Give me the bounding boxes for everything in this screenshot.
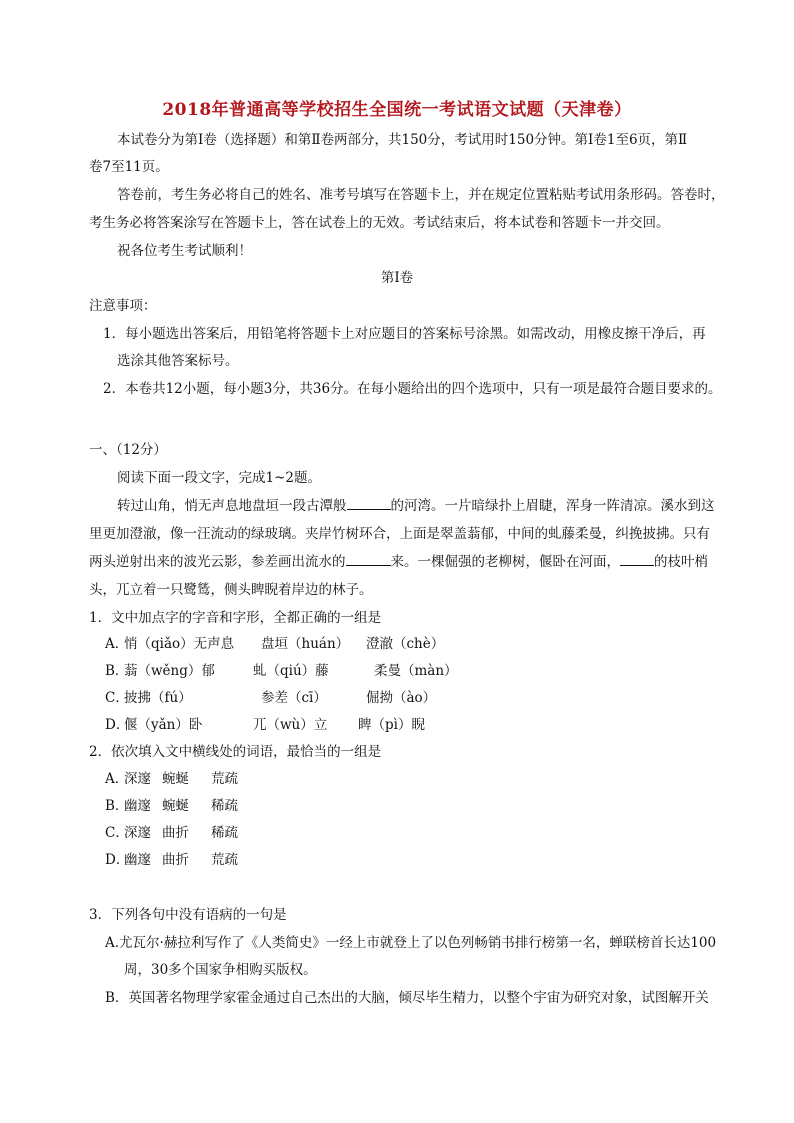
q2-option-cell: 幽邃 bbox=[124, 852, 151, 868]
q1-option-cell: 澄澈（chè） bbox=[366, 636, 445, 652]
q1-option-cell: 盘垣（huán） bbox=[261, 636, 350, 652]
q2-option-cell: 稀疏 bbox=[211, 825, 238, 841]
passage-line2: 里更加澄澈，像一汪流动的绿玻璃。夹岸竹树环合，上面是翠盖蓊郁，中间的虬藤柔曼，纠挽披拂。只有 bbox=[89, 526, 710, 542]
q1-option-cell: 蓊（wěng）郁 bbox=[124, 663, 215, 679]
q2-option-cell: 荒疏 bbox=[211, 771, 238, 787]
intro-p2-line1: 答卷前，考生务必将自己的姓名、准考号填写在答题卡上，并在规定位置粘贴考试用条形码。答卷时， bbox=[117, 187, 725, 203]
q1-option-cell: 参差（cī） bbox=[261, 690, 327, 706]
q1-option-cell: 睥（pì）睨 bbox=[358, 717, 425, 733]
q2-stem: 2．依次填入文中横线处的词语，最恰当的一组是 bbox=[89, 744, 382, 760]
q2-option-cell: 蜿蜒 bbox=[162, 771, 189, 787]
q3-option-b-line1[interactable]: B．英国著名物理学家霍金通过自己杰出的大脑，倾尽毕生精力，以整个宇宙为研究对象，试图解开关 bbox=[105, 990, 709, 1006]
blank-2 bbox=[346, 551, 391, 566]
intro-p3: 祝各位考生考试顺利！ bbox=[117, 243, 252, 259]
note-1-line2: 选涂其他答案标号。 bbox=[117, 353, 239, 369]
exam-title: 2018年普通高等学校招生全国统一考试语文试题（天津卷） bbox=[162, 100, 632, 120]
q2-option-letter: B． bbox=[105, 798, 129, 814]
q1-option-cell: 倔拗（ào） bbox=[366, 690, 437, 706]
q1-option-letter: A． bbox=[105, 636, 129, 652]
blank-3 bbox=[620, 551, 654, 566]
passage-line3 bbox=[89, 550, 708, 570]
blank-1 bbox=[347, 495, 391, 510]
passage-line3-b: 来。一棵倔强的老柳树，偃卧在河面， bbox=[390, 554, 620, 570]
q3-option-a-line2: 周，30多个国家争相购买版权。 bbox=[124, 962, 317, 978]
q1-option-letter: C． bbox=[105, 690, 129, 706]
q2-option-letter: C． bbox=[105, 825, 129, 841]
section-title: 第Ⅰ卷 bbox=[380, 270, 414, 286]
passage-line4: 头，兀立着一只鹭鸶，侧头睥睨着岸边的林子。 bbox=[89, 582, 373, 598]
part1-heading: 一、（12分） bbox=[89, 442, 167, 458]
part1-instruction: 阅读下面一段文字，完成1~2题。 bbox=[117, 470, 321, 486]
q2-option-cell: 蜿蜒 bbox=[162, 798, 189, 814]
q2-option-letter: A． bbox=[105, 771, 129, 787]
passage-line1-b: 的河湾。一片暗绿扑上眉睫，浑身一阵清凉。溪水到这 bbox=[390, 498, 715, 514]
passage-line3-c: 的枝叶梢 bbox=[654, 554, 708, 570]
q1-option-cell: 披拂（fú） bbox=[124, 690, 192, 706]
q2-option-cell: 幽邃 bbox=[124, 798, 151, 814]
passage-line3-a: 两头逆射出来的波光云影，参差画出流水的 bbox=[89, 554, 346, 570]
q3-option-a-line1[interactable]: A.尤瓦尔·赫拉利写作了《人类简史》一经上市就登上了以色列畅销书排行榜第一名，蝉联榜首长达100 bbox=[105, 935, 717, 951]
q2-option-cell: 稀疏 bbox=[211, 798, 238, 814]
note-2: 2．本卷共12小题，每小题3分，共36分。在每小题给出的四个选项中，只有一项是最符合题目要求的。 bbox=[103, 381, 722, 397]
q2-option-letter: D． bbox=[105, 852, 130, 868]
q1-option-cell: 兀（wù）立 bbox=[253, 717, 328, 733]
q2-option-cell: 曲折 bbox=[162, 825, 189, 841]
q3-stem: 3．下列各句中没有语病的一句是 bbox=[89, 907, 287, 923]
intro-p1-line1: 本试卷分为第Ⅰ卷（选择题）和第Ⅱ卷两部分，共150分，考试用时150分钟。第Ⅰ卷1至6页，第Ⅱ bbox=[117, 132, 688, 148]
q1-stem: 1．文中加点字的字音和字形，全都正确的一组是 bbox=[89, 610, 382, 626]
q2-option-cell: 深邃 bbox=[124, 771, 151, 787]
q1-option-cell: 悄（qiǎo）无声息 bbox=[124, 636, 235, 652]
q1-option-cell: 柔曼（màn） bbox=[374, 663, 458, 679]
q2-option-cell: 深邃 bbox=[124, 825, 151, 841]
q2-option-cell: 荒疏 bbox=[211, 852, 238, 868]
q1-option-cell: 虬（qiú）藤 bbox=[253, 663, 329, 679]
q1-option-letter: D． bbox=[105, 717, 130, 733]
intro-p1-line2: 卷7至11页。 bbox=[89, 159, 169, 175]
passage-line1 bbox=[117, 494, 715, 514]
q2-option-cell: 曲折 bbox=[162, 852, 189, 868]
q1-option-letter: B． bbox=[105, 663, 129, 679]
q1-option-cell: 偃（yǎn）卧 bbox=[124, 717, 203, 733]
note-1-line1: 1．每小题选出答案后，用铅笔将答题卡上对应题目的答案标号涂黑。如需改动，用橡皮擦干净后，再 bbox=[103, 326, 706, 342]
intro-p2-line2: 考生务必将答案涂写在答题卡上，答在试卷上的无效。考试结束后，将本试卷和答题卡一并交回。 bbox=[89, 215, 670, 231]
passage-line1-a: 转过山角，悄无声息地盘垣一段古潭般 bbox=[117, 498, 347, 514]
notes-heading: 注意事项： bbox=[89, 298, 157, 314]
